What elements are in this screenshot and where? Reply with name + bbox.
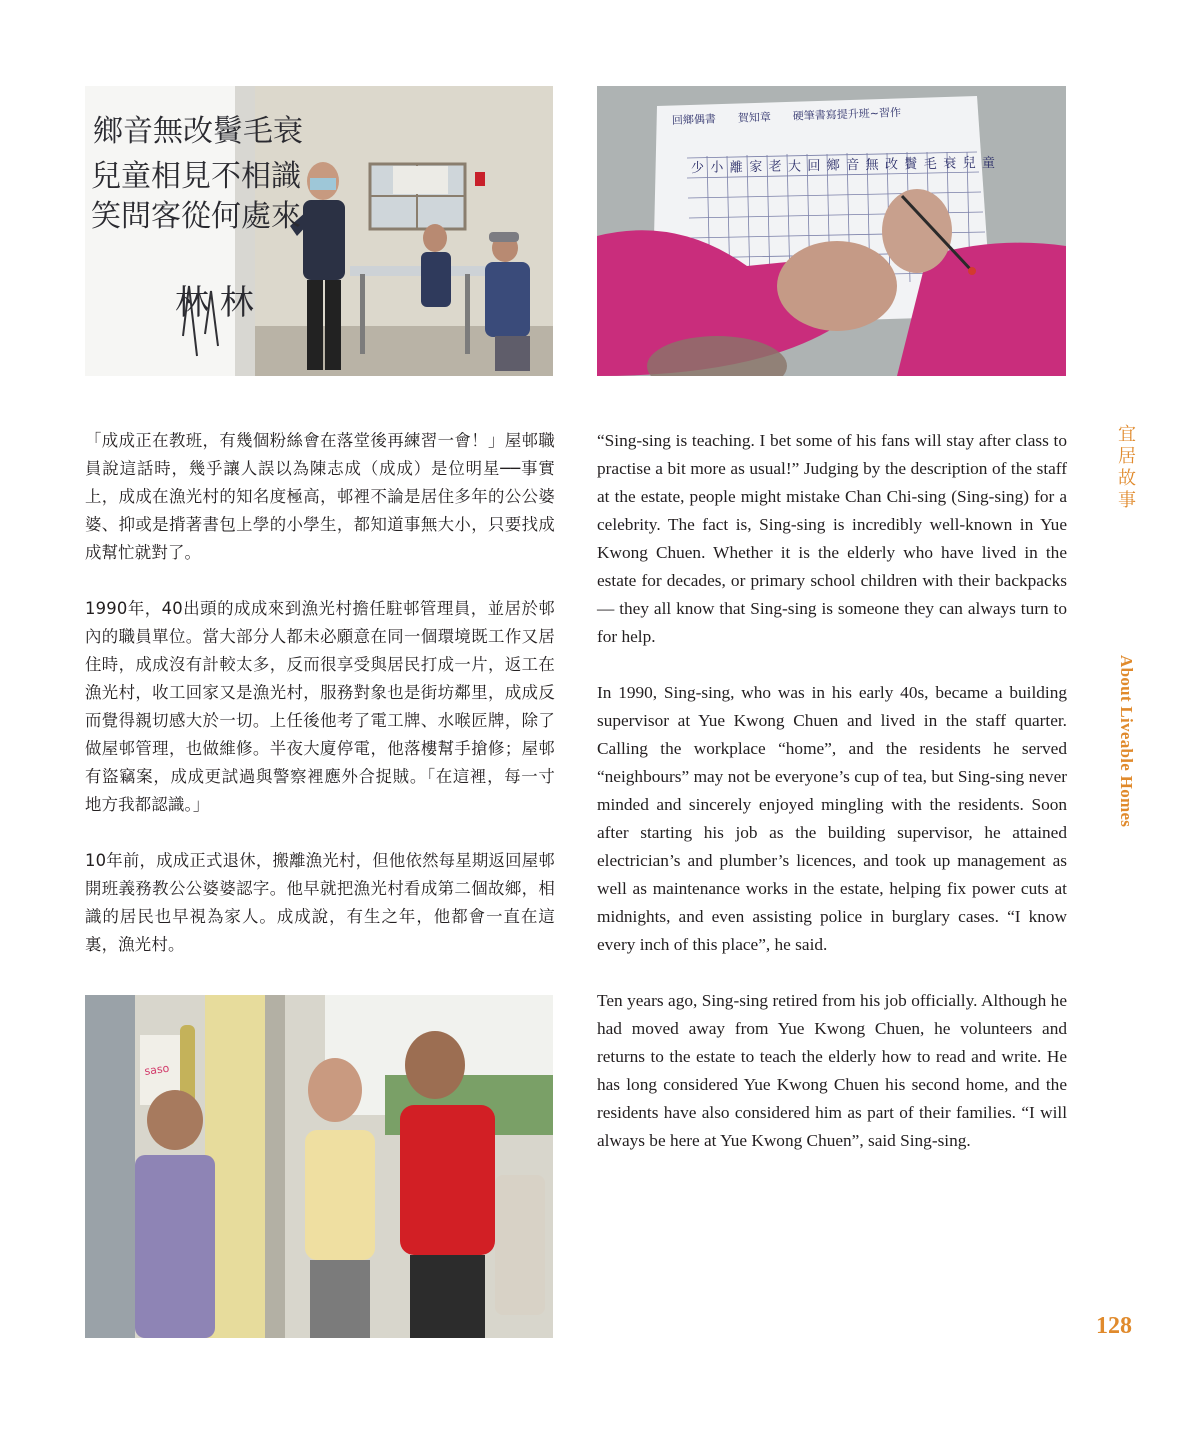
whiteboard-text-line: 林 林 [175,283,254,323]
worksheet-character: 老 [768,159,782,175]
worksheet-character: 改 [885,157,899,173]
english-text-column [597,427,1067,1183]
worksheet-header: 回鄉偶書 賀知章 硬筆書寫提升班~習作 [671,106,902,127]
resident-visit-photo [85,995,553,1338]
section-title-chinese: 宜居故事 [1118,424,1136,511]
en-paragraph-2: In 1990, Sing-sing, who was in his early 40s, became a building supervisor at Yue Kwong Chuen and lived in the staff quarter. Calling the workplace “home”, and the residents he served “neighbours” may not be everyone’s cup of tea, but Sing-sing never minded and sincerely enjoyed mingling with the residents. Soon after starting his job as the building supervisor, he attained electrician’s and plumber’s licences, and took up management as well as maintenance works in the estate, helping fix power cuts at midnights, and even assisting police in burglary cases. “I know every inch of this place”, he said. [597,683,1067,954]
worksheet-character: 衰 [943,156,957,172]
worksheet-character: 鄉 [826,158,840,174]
zh-paragraph-1: 「成成正在教班，有幾個粉絲會在落堂後再練習一會！」屋邨職員說這話時，幾乎讓人誤以為陳志成（成成）是位明星──事實上，成成在漁光村的知名度極高，邨裡不論是居住多年的公公婆婆、抑或是揹著書包上學的小學生，都知道事無大小，只要找成成幫忙就對了。 [85,431,555,562]
en-paragraph-3: Ten years ago, Sing-sing retired from his job officially. Although he had moved away from Yue Kwong Chuen, he volunteers and returns to the estate to teach the elderly how to read and write. He has long considered Yue Kwong Chuen his second home, and the residents have also considered him as part of their families. “I will always be here at Yue Kwong Chuen”, said Sing-sing. [597,991,1067,1150]
whiteboard-text-line: 笑問客從何處來 [91,199,301,234]
worksheet-character: 鬢 [904,157,918,173]
worksheet-character: 兒 [962,156,976,172]
whiteboard-text-line: 兒童相見不相識 [91,159,301,194]
whiteboard-text-line: 鄉音無改鬢毛衰 [93,114,303,149]
worksheet-character: 回 [807,158,821,174]
bag-label: saso [143,1061,171,1078]
en-paragraph-1: “Sing-sing is teaching. I bet some of his fans will stay after class to practise a bit more as usual!” Judging by the description of the staff at the estate, people might mistake Chan Chi-sing (Sing-sing) for a celebrity. The fact is, Sing-sing is incredibly well-known in Yue Kwong Chuen. Whether it is the elderly who have lived in the estate for decades, or primary school children with their backpacks — they all know that Sing-sing is someone they can always turn to for help. [597,431,1067,646]
worksheet-character: 音 [846,158,860,174]
worksheet-character: 離 [729,160,743,176]
worksheet-character: 童 [982,155,996,171]
zh-paragraph-2: 1990年，40出頭的成成來到漁光村擔任駐邨管理員，並居於邨內的職員單位。當大部分人都未必願意在同一個環境既工作又居住時，成成沒有計較太多，反而很享受與居民打成一片，返工在漁光村，收工回家又是漁光村，服務對象也是街坊鄰里，成成反而覺得親切感大於一切。上任後他考了電工牌、水喉匠牌，除了做屋邨管理，也做維修。半夜大廈停電，他落樓幫手搶修；屋邨有盜竊案，成成更試過與警察裡應外合捉賊。「在這裡，每一寸地方我都認識。」 [85,599,555,814]
worksheet-character: 小 [710,160,724,176]
section-title-english: About Liveable Homes [1117,655,1136,828]
page-number: 128 [1096,1313,1132,1339]
worksheet-character: 少 [691,161,705,176]
chinese-text-column [85,427,555,987]
worksheet-character: 無 [865,157,879,173]
worksheet-character: 大 [788,159,802,175]
handwriting-photo [597,86,1066,376]
zh-paragraph-3: 10年前，成成正式退休，搬離漁光村，但他依然每星期返回屋邨開班義務教公公婆婆認字。他早就把漁光村看成第二個故鄉，相識的居民也早視為家人。成成說，有生之年，他都會一直在這裏，漁光村。 [85,851,555,954]
worksheet-character: 家 [749,159,763,175]
classroom-photo [85,86,553,376]
worksheet-character: 毛 [923,156,937,172]
